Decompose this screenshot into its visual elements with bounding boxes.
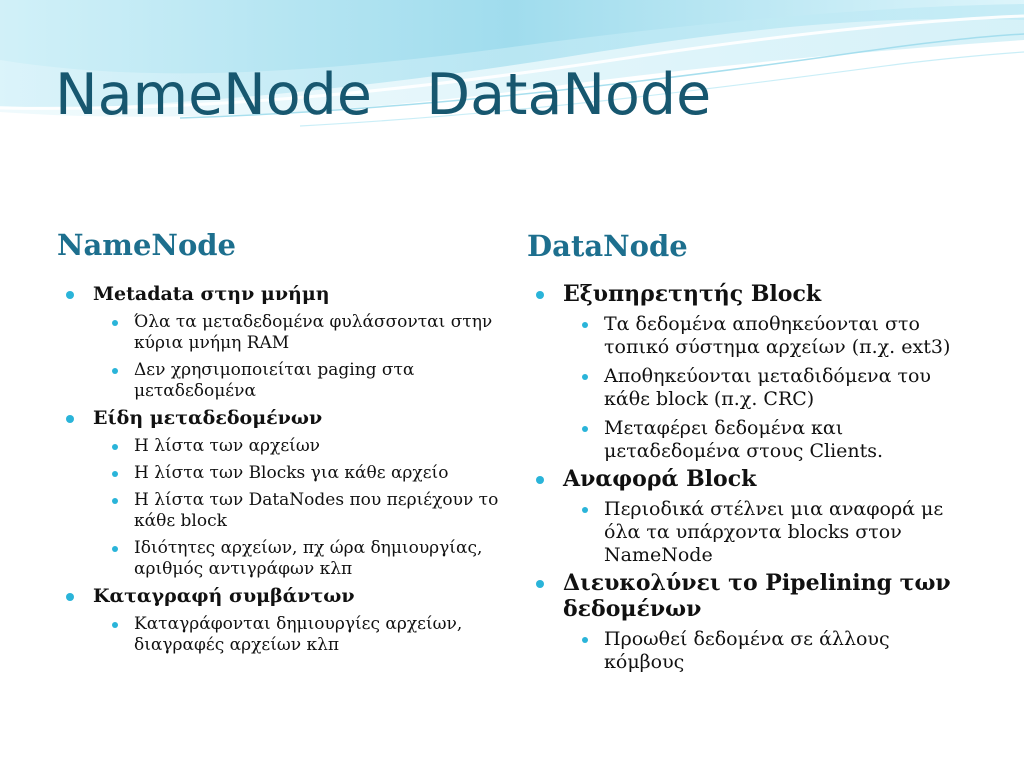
sub-bullet-dot-icon: [112, 622, 118, 628]
sub-bullet-dot-icon: [112, 368, 118, 374]
sub-bullet-dot-icon: [112, 471, 118, 477]
sub-bullet-dot-icon: [582, 637, 588, 643]
sub-bullet-item: [563, 417, 970, 463]
bullet-text: Εξυπηρετητής Block: [563, 281, 822, 307]
bullet-text: Διευκολύνει το Pipelining των δεδομένων: [563, 570, 951, 622]
sub-bullet-list: [563, 498, 970, 567]
bullet-text: Metadata στην μνήμη: [93, 283, 330, 305]
bullet-dot-icon: [66, 415, 74, 423]
namenode-bullet-list: [60, 278, 500, 656]
sub-bullet-text: Η λίστα των Blocks για κάθε αρχείο: [134, 463, 449, 483]
bullet-item: [530, 281, 970, 463]
sub-bullet-dot-icon: [582, 426, 588, 432]
sub-bullet-list: [93, 436, 500, 580]
sub-bullet-item: [563, 313, 970, 359]
bullet-dot-icon: [536, 580, 544, 588]
sub-bullet-list: [563, 628, 970, 674]
sub-bullet-text: Η λίστα των DataNodes που περιέχουν το κάθε block: [134, 490, 499, 531]
sub-bullet-item: [93, 436, 500, 457]
sub-bullet-item: [563, 498, 970, 567]
sub-bullet-dot-icon: [582, 322, 588, 328]
sub-bullet-text: Περιοδικά στέλνει μια αναφορά με όλα τα υπάρχοντα blocks στον NameNode: [604, 498, 944, 566]
sub-bullet-dot-icon: [582, 374, 588, 380]
bullet-item: [60, 584, 500, 656]
bullet-item: [60, 282, 500, 402]
sub-bullet-text: Καταγράφονται δημιουργίες αρχείων, διαγραφές αρχείων κλπ: [134, 614, 463, 655]
bullet-item: [60, 406, 500, 580]
bullet-item: [530, 570, 970, 674]
sub-bullet-text: Τα δεδομένα αποθηκεύονται στο τοπικό σύστημα αρχείων (π.χ. ext3): [604, 313, 951, 358]
sub-bullet-item: [93, 614, 500, 656]
datanode-bullet-list: [530, 278, 970, 674]
datanode-heading: DataNode: [527, 229, 688, 263]
slide-title: NameNode DataNode: [55, 62, 712, 128]
sub-bullet-text: Όλα τα μεταδεδομένα φυλάσσονται στην κύρια μνήμη RAM: [134, 312, 493, 353]
sub-bullet-text: Ιδιότητες αρχείων, πχ ώρα δημιουργίας, αριθμός αντιγράφων κλπ: [134, 538, 483, 579]
sub-bullet-dot-icon: [112, 546, 118, 552]
bullet-dot-icon: [66, 593, 74, 601]
sub-bullet-item: [563, 365, 970, 411]
bullet-text: Είδη μεταδεδομένων: [93, 407, 323, 429]
sub-bullet-dot-icon: [112, 444, 118, 450]
sub-bullet-list: [93, 312, 500, 402]
sub-bullet-item: [93, 538, 500, 580]
namenode-heading: NameNode: [57, 228, 237, 262]
bullet-dot-icon: [536, 291, 544, 299]
sub-bullet-dot-icon: [112, 320, 118, 326]
bullet-item: [530, 466, 970, 567]
bullet-dot-icon: [66, 291, 74, 299]
sub-bullet-item: [93, 490, 500, 532]
bullet-text: Καταγραφή συμβάντων: [93, 585, 355, 607]
sub-bullet-text: Προωθεί δεδομένα σε άλλους κόμβους: [604, 628, 890, 673]
sub-bullet-text: Αποθηκεύονται μεταδιδόμενα του κάθε block (π.χ. CRC): [604, 365, 931, 410]
sub-bullet-item: [563, 628, 970, 674]
sub-bullet-list: [563, 313, 970, 463]
sub-bullet-item: [93, 463, 500, 484]
sub-bullet-item: [93, 312, 500, 354]
sub-bullet-item: [93, 360, 500, 402]
bullet-text: Αναφορά Block: [563, 466, 757, 492]
sub-bullet-dot-icon: [582, 507, 588, 513]
sub-bullet-text: Η λίστα των αρχείων: [134, 436, 321, 456]
bullet-dot-icon: [536, 476, 544, 484]
sub-bullet-list: [93, 614, 500, 656]
sub-bullet-text: Μεταφέρει δεδομένα και μεταδεδομένα στους Clients.: [604, 417, 884, 462]
sub-bullet-dot-icon: [112, 498, 118, 504]
sub-bullet-text: Δεν χρησιμοποιείται paging στα μεταδεδομένα: [134, 360, 415, 401]
